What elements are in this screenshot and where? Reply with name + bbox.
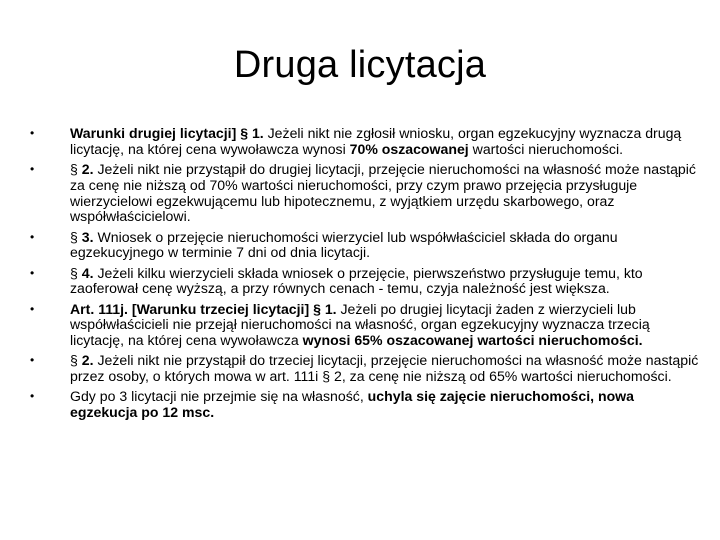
- list-item: [30, 266, 700, 298]
- bullet-icon: •: [30, 389, 35, 404]
- bold-text: Art. 111j. [Warunku trzeciej licytacji] § 1.: [70, 300, 337, 317]
- bold-text: 4.: [81, 264, 94, 281]
- text-part: Jeżeli po drugiej licytacji żaden z wierzycieli lub współwłaścicieli nie przejął nieruchomości na własność, organ egzekucyjny wyznacza trzecią licytację, na której cena wywoławcza: [70, 300, 650, 349]
- text-part: §: [70, 160, 82, 177]
- bullet-icon: •: [30, 126, 35, 140]
- text-part: wartości nieruchomości.: [468, 140, 624, 157]
- bullet-icon: •: [30, 353, 35, 368]
- list-item: [30, 162, 700, 225]
- text-part: §: [70, 352, 82, 369]
- bullet-icon: •: [30, 301, 35, 316]
- text-part: §: [70, 264, 82, 281]
- bold-text: 70% oszacowanej: [349, 140, 469, 157]
- text-part: Jeżeli nikt nie przystąpił do trzeciej licytacji, przejęcie nieruchomości na własność może nastąpić przez osoby, o których mowa w art. 111i § 2, za cenę nie niższą od 65% wartości nieruchomości.: [70, 352, 699, 385]
- bold-text: 3.: [81, 228, 94, 245]
- list-item: [30, 302, 700, 349]
- list-item: [30, 389, 700, 421]
- bold-text: Warunki drugiej licytacji] § 1.: [70, 125, 264, 141]
- list-item: [30, 353, 700, 385]
- text-part: Jeżeli nikt nie przystąpił do drugiej licytacji, przejęcie nieruchomości na własność może nastąpić za cenę nie niższą od 70% wartości nieruchomości, przy czym prawo przejęcia przysługuje wierzycielowi egzekwującemu lub hipotecznemu, z wyjątkiem urzędu skarbowego, oraz współwłaścicielowi.: [70, 160, 696, 225]
- text-part: Gdy po 3 licytacji nie przejmie się na własność,: [70, 388, 368, 405]
- bold-text: uchyla się zajęcie nieruchomości, nowa egzekucja po 12 msc.: [70, 388, 634, 421]
- list-item: [30, 230, 700, 262]
- bullet-list: [30, 126, 700, 425]
- text-part: §: [70, 228, 82, 245]
- text-part: Jeżeli kilku wierzycieli składa wniosek o przejęcie, pierwszeństwo przysługuje temu, kto zaoferował cenę wyższą, a przy równych cenach - temu, czyja należność jest większa.: [70, 264, 643, 297]
- text-part: Wniosek o przejęcie nieruchomości wierzyciel lub współwłaściciel składa do organu egzekucyjnego w terminie 7 dni od dnia licytacji.: [70, 228, 618, 261]
- bold-text: 2.: [81, 160, 94, 177]
- text-part: Jeżeli nikt nie zgłosił wniosku, organ egzekucyjny wyznacza drugą licytację, na której cena wywoławcza wynosi: [70, 125, 682, 157]
- bold-text: 2.: [81, 352, 94, 369]
- slide-title: Druga licytacja: [233, 44, 487, 86]
- list-item: [30, 126, 700, 158]
- bullet-icon: •: [30, 161, 35, 176]
- bullet-icon: •: [30, 229, 35, 244]
- bold-text: wynosi 65% oszacowanej wartości nieruchomości.: [302, 332, 643, 349]
- bullet-icon: •: [30, 265, 35, 280]
